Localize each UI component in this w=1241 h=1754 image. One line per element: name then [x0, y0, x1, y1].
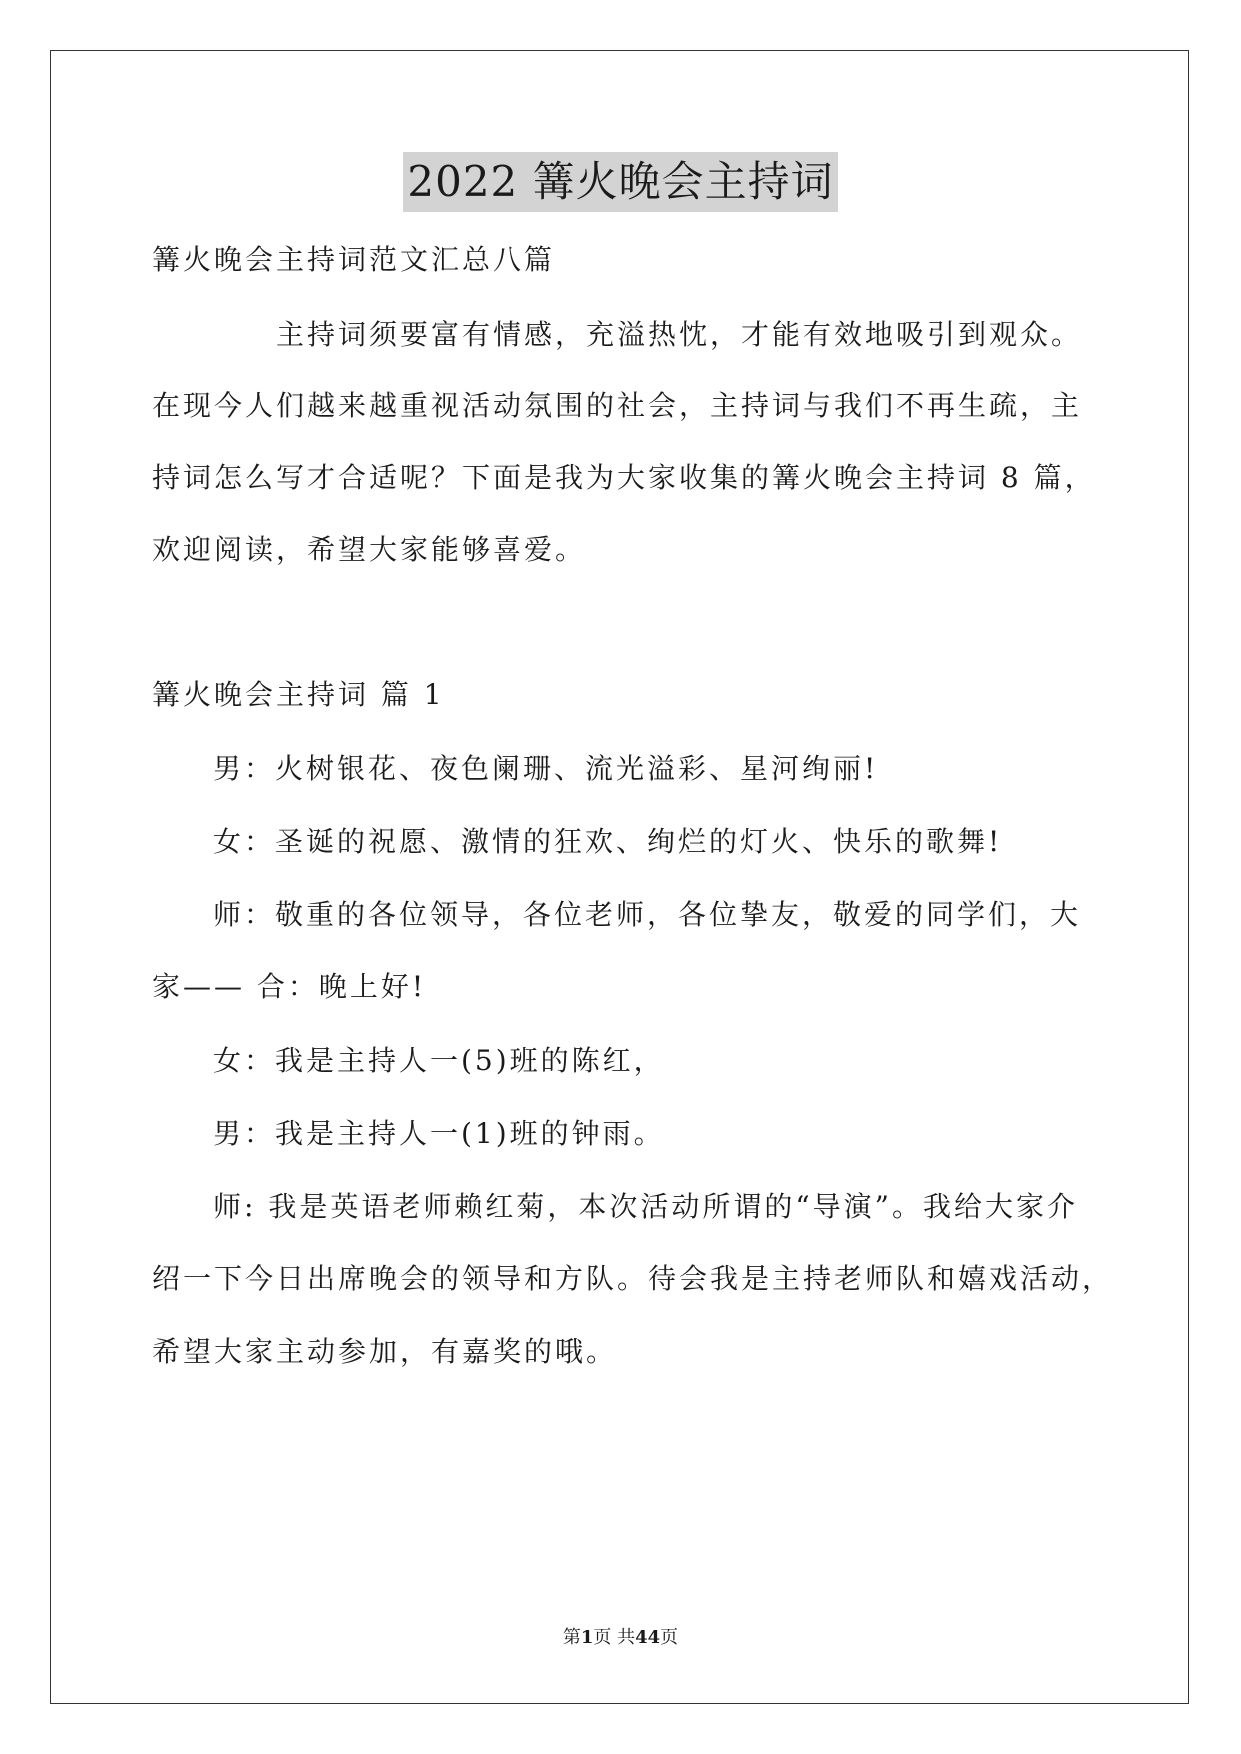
- dialogue-line-6: 男：我是主持人一(1)班的钟雨。: [213, 1117, 665, 1150]
- intro-line-2: 在现今人们越来越重视活动氛围的社会，主持词与我们不再生疏，主: [152, 389, 1083, 422]
- page-footer: [0, 1626, 1241, 1650]
- intro-line-3: 持词怎么写才合适呢？下面是我为大家收集的篝火晚会主持词 8 篇，: [152, 461, 1096, 494]
- footer-suffix: 页: [660, 1627, 679, 1648]
- document-subtitle: 篝火晚会主持词范文汇总八篇: [152, 243, 556, 276]
- dialogue-line-5: 女：我是主持人一(5)班的陈红，: [213, 1044, 665, 1077]
- dialogue-line-4: 家—— 合：晚上好!: [152, 970, 427, 1003]
- intro-line-1: 主持词须要富有情感，充溢热忱，才能有效地吸引到观众。: [276, 318, 1083, 351]
- section-heading: 篝火晚会主持词 篇 1: [152, 678, 445, 711]
- intro-line-4: 欢迎阅读，希望大家能够喜爱。: [152, 533, 587, 566]
- footer-middle: 页 共: [593, 1627, 636, 1648]
- dialogue-line-3: 师：敬重的各位领导，各位老师，各位挚友，敬爱的同学们，大: [213, 898, 1082, 931]
- footer-total-pages: 44: [635, 1627, 661, 1648]
- page-title: 2022 篝火晚会主持词: [403, 152, 837, 212]
- dialogue-line-8: 绍一下今日出席晚会的领导和方队。待会我是主持老师队和嬉戏活动，: [152, 1262, 1114, 1295]
- dialogue-line-2: 女：圣诞的祝愿、激情的狂欢、绚烂的灯火、快乐的歌舞!: [213, 825, 1003, 858]
- page-border: [50, 50, 1189, 1704]
- footer-current-page: 1: [580, 1627, 594, 1648]
- dialogue-line-7: 师: 我是英语老师赖红菊，本次活动所谓的“导演”。我给大家介: [213, 1190, 1078, 1223]
- title-container: [0, 152, 1241, 212]
- dialogue-line-1: 男：火树银花、夜色阑珊、流光溢彩、星河绚丽!: [213, 752, 879, 785]
- dialogue-line-9: 希望大家主动参加，有嘉奖的哦。: [152, 1335, 618, 1368]
- footer-prefix: 第: [562, 1627, 581, 1648]
